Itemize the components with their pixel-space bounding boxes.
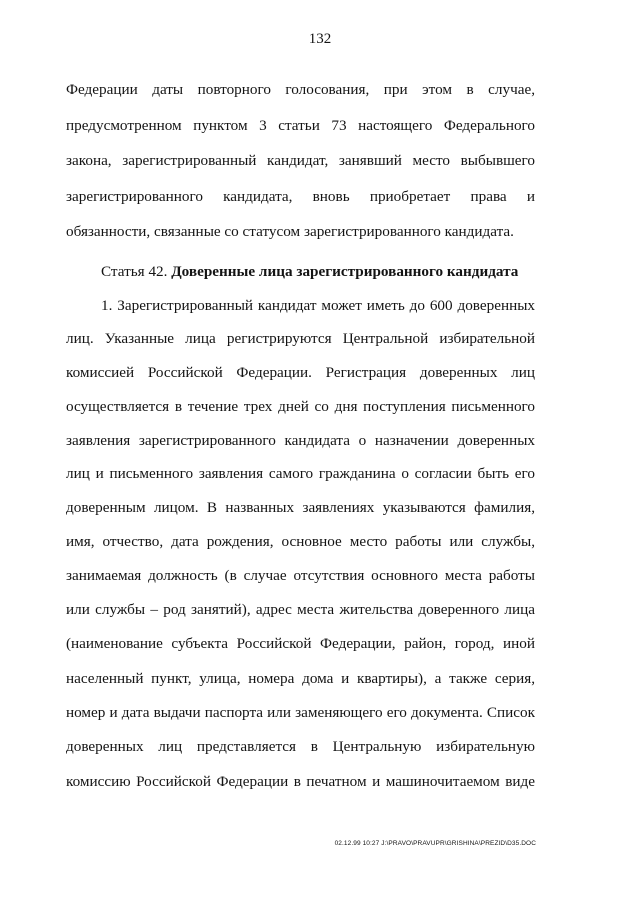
text-line: Федерации даты повторного голосования, при этом в случае,: [66, 81, 535, 98]
text-line: или службы – род занятий), адрес места жительства доверенного лица: [66, 601, 535, 618]
text-line: лиц и письменного заявления самого гражданина о согласии быть его: [66, 465, 535, 482]
text-line: лиц. Указанные лица регистрируются Центральной избирательной: [66, 330, 535, 347]
article-number: Статья 42.: [101, 263, 168, 280]
text-line: комиссией Российской Федерации. Регистрация доверенных лиц: [66, 364, 535, 381]
text-line: 1. Зарегистрированный кандидат может иметь до 600 доверенных: [101, 297, 535, 314]
file-path-footer: 02.12.99 10:27 J:\PRAVO\PRAVUPR\GRISHINA\PREZID\D35.DOC: [334, 840, 536, 847]
text-line: заявления зарегистрированного кандидата о назначении доверенных: [66, 432, 535, 449]
text-line: доверенных лиц представляется в Центральную избирательную: [66, 738, 535, 755]
text-line: имя, отчество, дата рождения, основное место работы или службы,: [66, 533, 535, 550]
article-title: Доверенные лица зарегистрированного кандидата: [171, 263, 519, 280]
text-line: доверенным лицом. В названных заявлениях указываются фамилия,: [66, 499, 535, 516]
page-number: 132: [308, 31, 332, 47]
text-line: номер и дата выдачи паспорта или заменяющего его документа. Список: [66, 704, 535, 721]
text-line: занимаемая должность (в случае отсутствия основного места работы: [66, 567, 535, 584]
text-line: комиссию Российской Федерации в печатном и машиночитаемом виде: [66, 773, 535, 790]
text-line: зарегистрированного кандидата, вновь приобретает права и: [66, 188, 535, 205]
text-line: (наименование субъекта Российской Федерации, район, город, иной: [66, 635, 535, 652]
article-heading: [101, 262, 518, 282]
text-line: предусмотренном пунктом 3 статьи 73 настоящего Федерального: [66, 117, 535, 134]
text-line: закона, зарегистрированный кандидат, занявший место выбывшего: [66, 152, 535, 169]
text-line: населенный пункт, улица, номера дома и квартиры), а также серия,: [66, 670, 535, 687]
text-line: осуществляется в течение трех дней со дня поступления письменного: [66, 398, 535, 415]
text-line: обязанности, связанные со статусом зарегистрированного кандидата.: [66, 223, 514, 240]
